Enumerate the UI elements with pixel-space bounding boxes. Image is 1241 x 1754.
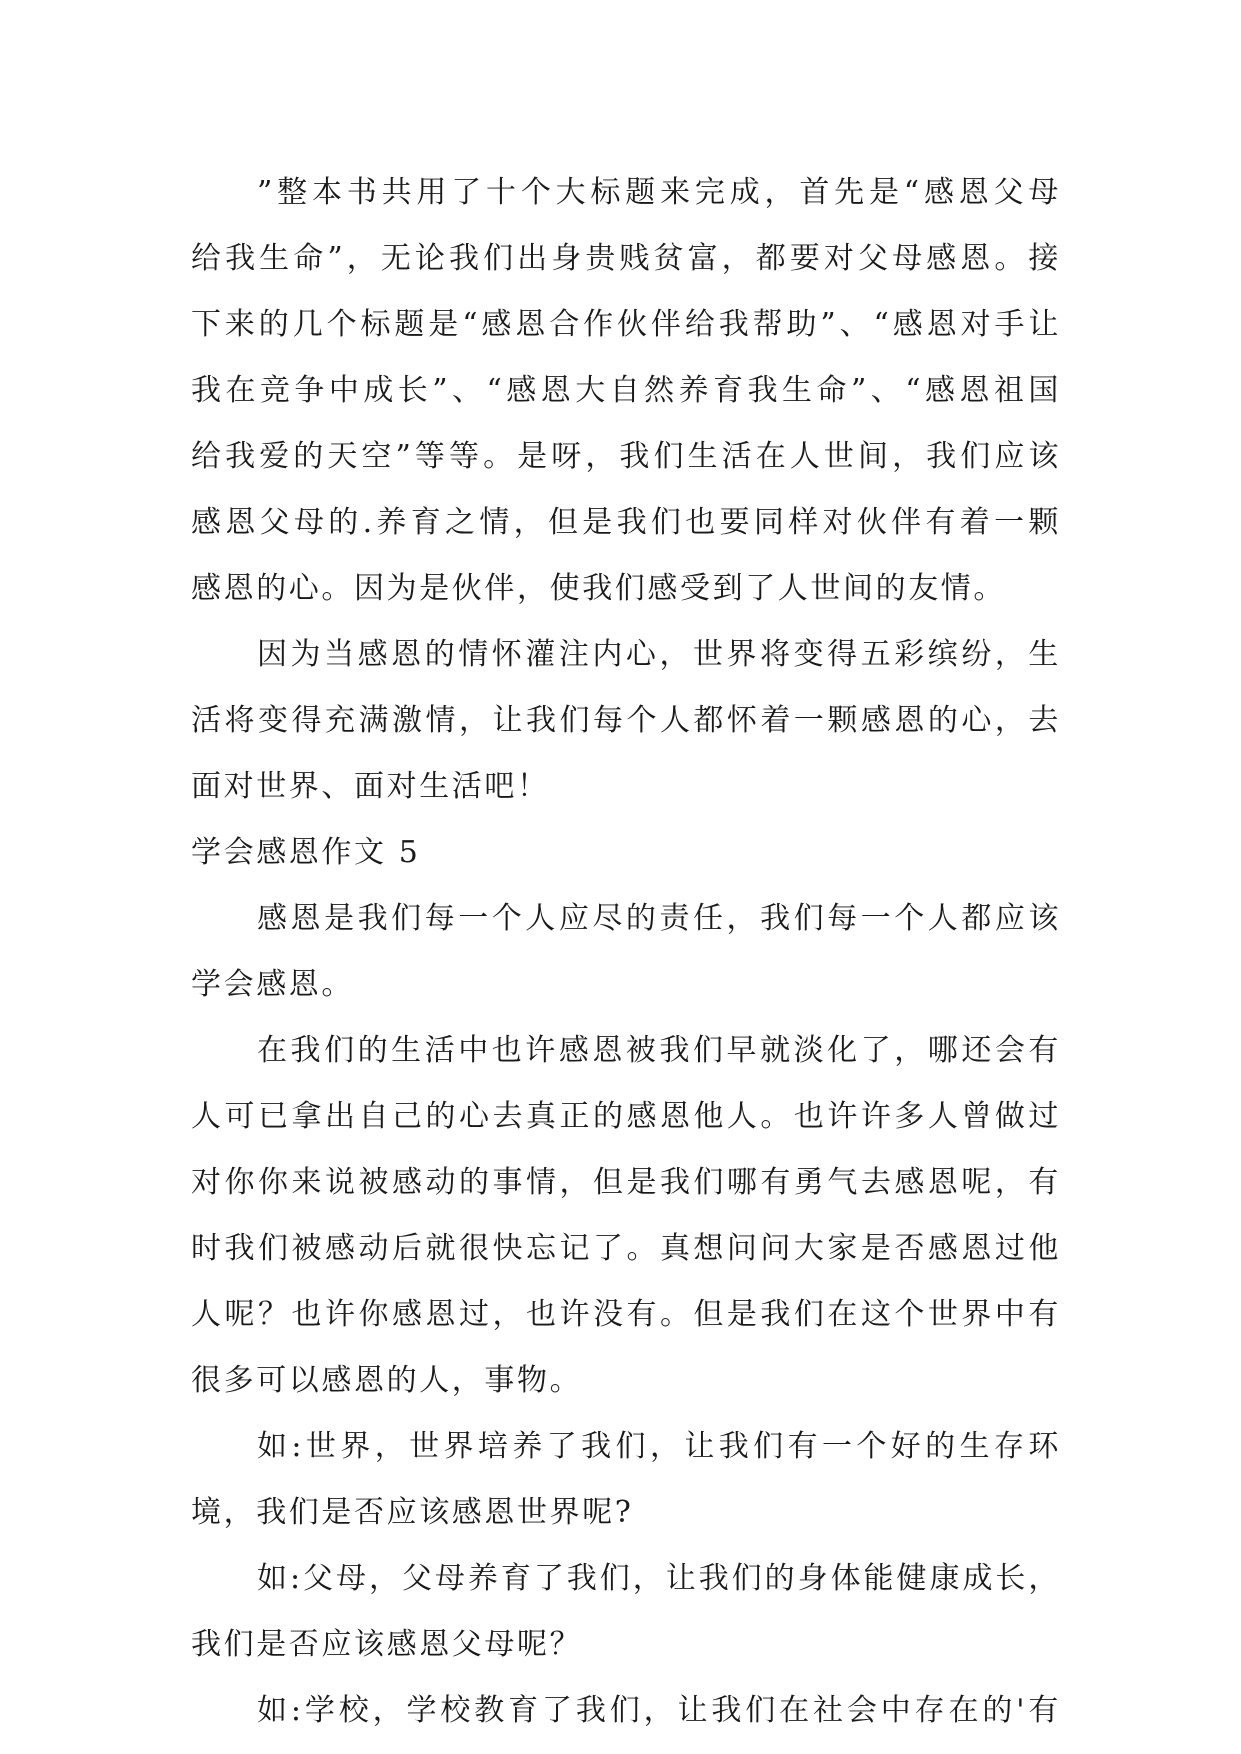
paragraph-2 [191, 622, 1061, 820]
text-line: 给我生命”，无论我们出身贵贱贫富，都要对父母感恩。接 [191, 241, 1061, 276]
text-line: 如:学校，学校教育了我们，让我们在社会中存在的'有 [257, 1693, 1061, 1728]
text-line: 我们是否应该感恩父母呢？ [191, 1627, 583, 1662]
text-line: 感恩的心。因为是伙伴，使我们感受到了人世间的友情。 [191, 571, 1006, 606]
paragraph-5 [191, 1414, 1061, 1546]
text-line: 活将变得充满激情，让我们每个人都怀着一颗感恩的心，去 [191, 703, 1061, 738]
document-body [191, 160, 1061, 1744]
text-line: 感恩父母的.养育之情，但是我们也要同样对伙伴有着一颗 [191, 505, 1061, 540]
paragraph-6 [191, 1546, 1061, 1678]
text-line: 在我们的生活中也许感恩被我们早就淡化了，哪还会有 [257, 1033, 1061, 1068]
text-line: 面对世界、面对生活吧！ [191, 769, 550, 804]
text-line: 时我们被感动后就很快忘记了。真想问问大家是否感恩过他 [191, 1231, 1061, 1266]
section-heading [191, 820, 1061, 886]
text-line: 我在竞争中成长”、“感恩大自然养育我生命”、“感恩祖国 [191, 373, 1061, 408]
text-line: 人呢？也许你感恩过，也许没有。但是我们在这个世界中有 [191, 1297, 1061, 1332]
text-line: 给我爱的天空”等等。是呀，我们生活在人世间，我们应该 [191, 439, 1061, 474]
text-line: 学会感恩。 [191, 967, 354, 1002]
paragraph-1 [191, 160, 1061, 622]
paragraph-7 [191, 1678, 1061, 1744]
text-line: 如:世界，世界培养了我们，让我们有一个好的生存环 [257, 1429, 1061, 1464]
heading-text: 学会感恩作文 5 [191, 835, 421, 870]
text-line: 感恩是我们每一个人应尽的责任，我们每一个人都应该 [257, 901, 1061, 936]
text-line: 境，我们是否应该感恩世界呢? [191, 1495, 634, 1530]
text-line: 下来的几个标题是“感恩合作伙伴给我帮助”、“感恩对手让 [191, 307, 1061, 342]
text-line: 人可已拿出自己的心去真正的感恩他人。也许许多人曾做过 [191, 1099, 1061, 1134]
text-line: 如:父母，父母养育了我们，让我们的身体能健康成长， [257, 1561, 1061, 1596]
paragraph-3 [191, 886, 1061, 1018]
text-line: 很多可以感恩的人，事物。 [191, 1363, 583, 1398]
text-line: 对你你来说被感动的事情，但是我们哪有勇气去感恩呢，有 [191, 1165, 1061, 1200]
paragraph-4 [191, 1018, 1061, 1414]
text-line: ”整本书共用了十个大标题来完成，首先是“感恩父母 [257, 175, 1061, 210]
text-line: 因为当感恩的情怀灌注内心，世界将变得五彩缤纷，生 [257, 637, 1061, 672]
